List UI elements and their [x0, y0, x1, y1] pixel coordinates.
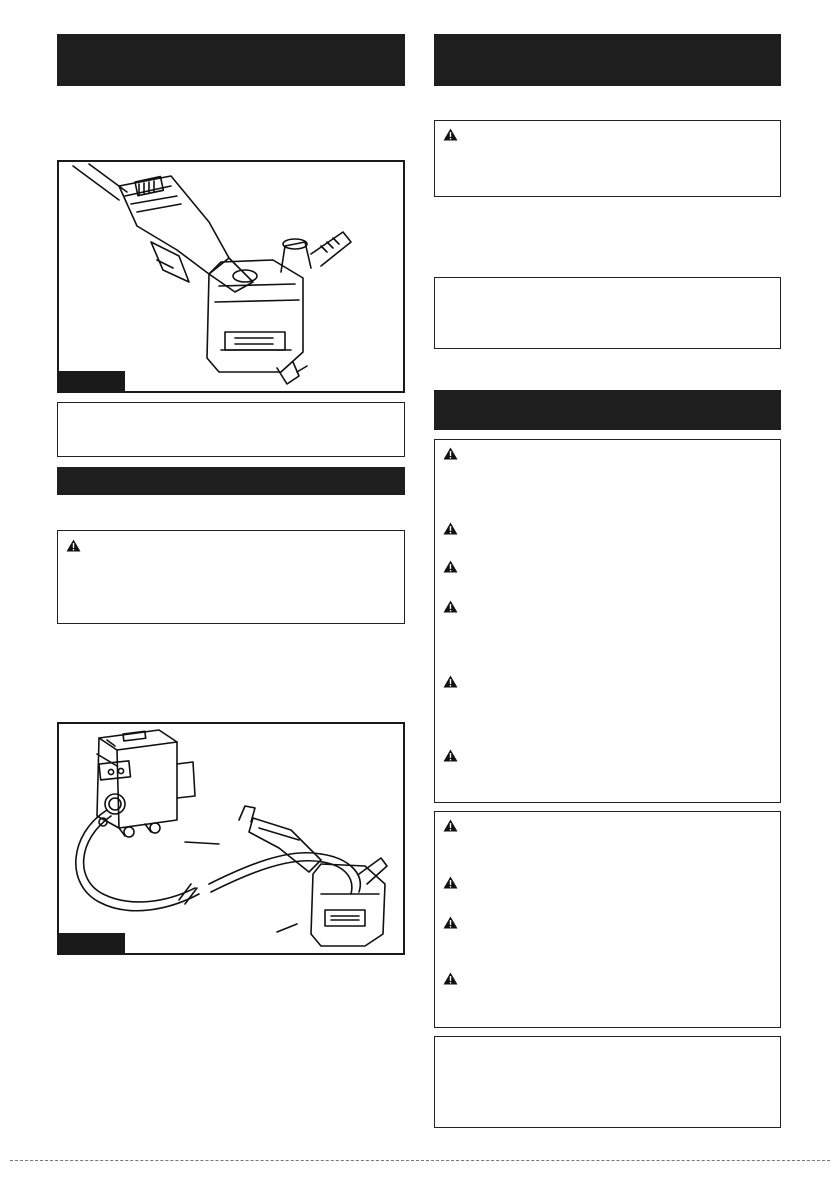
- figure-number-label: [59, 933, 125, 953]
- warning-triangle-icon: [443, 916, 458, 929]
- warning-box-right-3: [434, 811, 781, 1028]
- page-bottom-dashed-line: [10, 1160, 830, 1161]
- cutter-illustration: [59, 162, 403, 391]
- vacuum-illustration: [59, 724, 403, 953]
- warning-triangle-icon: [443, 600, 458, 613]
- warning-box-right-1: [434, 120, 781, 197]
- note-box-right-1: [434, 277, 781, 349]
- section-heading-bar-right-2: [434, 390, 781, 430]
- warning-triangle-icon: [443, 876, 458, 889]
- note-box-left-1: [57, 402, 405, 457]
- warning-triangle-icon: [66, 539, 81, 552]
- warning-triangle-icon: [443, 522, 458, 535]
- section-heading-bar-right-1: [434, 34, 781, 86]
- warning-triangle-icon: [443, 819, 458, 832]
- warning-box-right-2: [434, 439, 781, 803]
- section-heading-bar-left-1: [57, 34, 405, 86]
- figure-number-label: [59, 371, 125, 391]
- note-box-right-2: [434, 1036, 781, 1128]
- figure-cutter-with-dust-cover: [57, 160, 405, 393]
- warning-triangle-icon: [443, 972, 458, 985]
- warning-triangle-icon: [443, 749, 458, 762]
- warning-triangle-icon: [443, 447, 458, 460]
- warning-triangle-icon: [443, 560, 458, 573]
- figure-cutter-connected-to-vacuum-cleaner: [57, 722, 405, 955]
- warning-triangle-icon: [443, 675, 458, 688]
- warning-triangle-icon: [443, 128, 458, 141]
- section-heading-bar-left-2: [57, 467, 405, 495]
- warning-box-left: [57, 530, 405, 624]
